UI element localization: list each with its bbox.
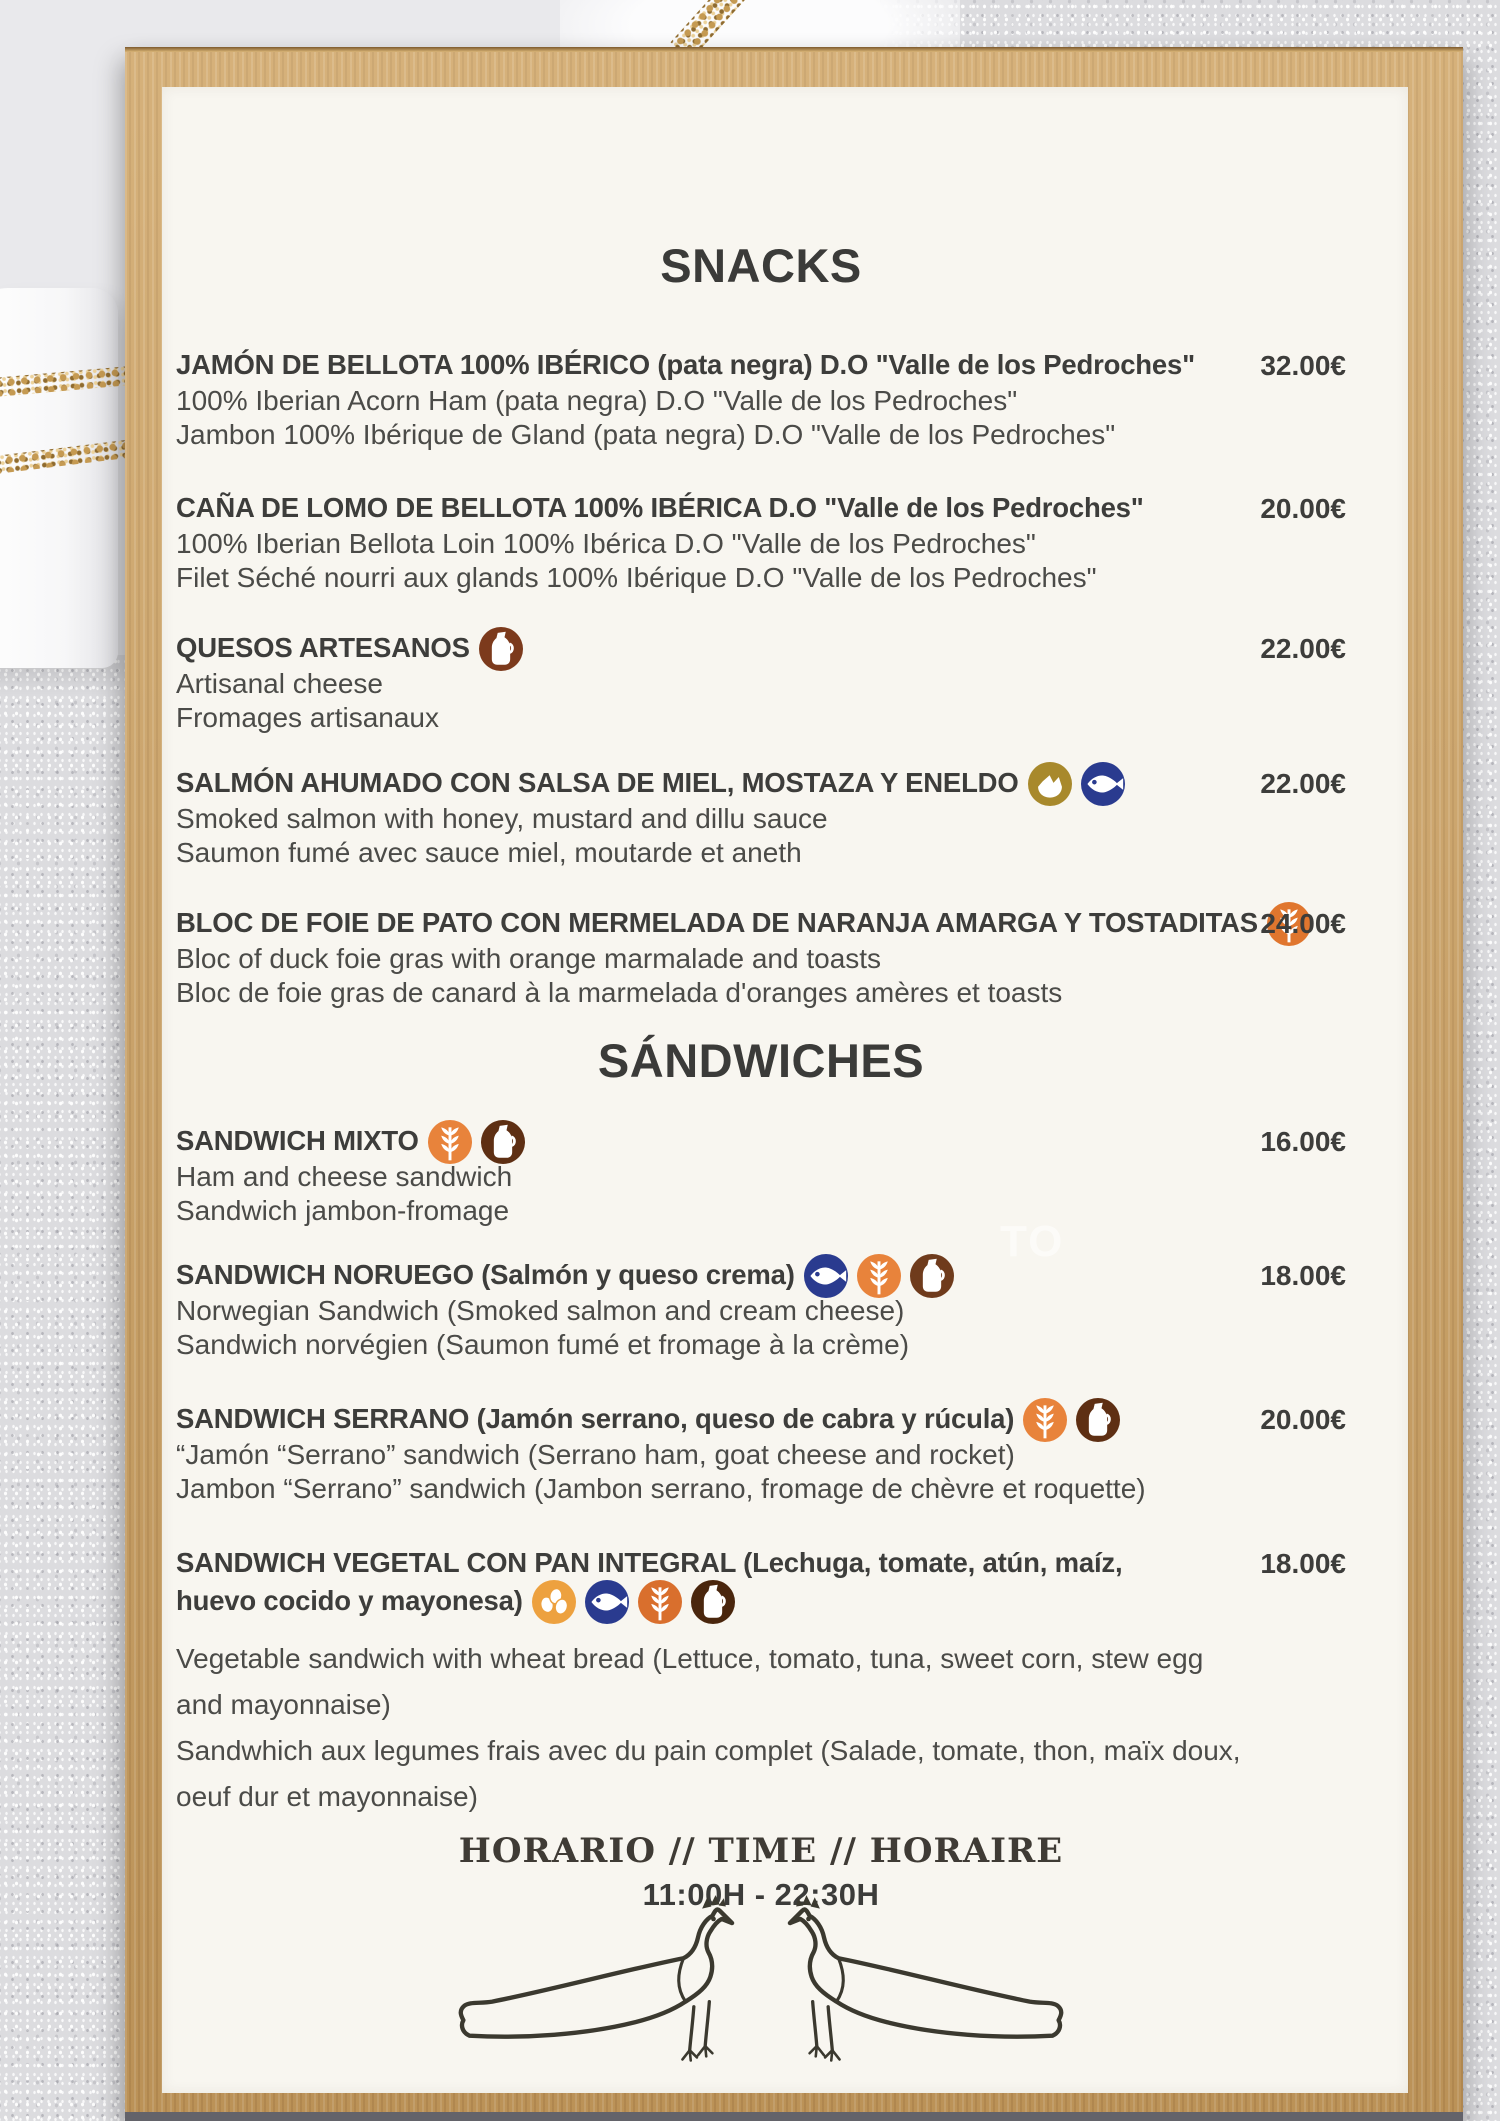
item-translation-line: 100% Iberian Bellota Loin 100% Ibérica D.O "Valle de los Pedroches" [176,528,1036,559]
schedule-heading: HORARIO // TIME // HORAIRE [458,1831,1064,1871]
item-translation-line: and mayonnaise) [176,1689,391,1720]
milk-icon [1076,1398,1120,1442]
item-price: 20.00€ [1260,493,1346,524]
item-translation-line: Sandwich norvégien (Saumon fumé et fromage à la crème) [176,1329,910,1360]
item-price: 18.00€ [1260,1260,1346,1291]
peacock-left-figure [461,1895,732,2060]
menu-item [176,1544,1346,1820]
item-translation-line: Bloc of duck foie gras with orange marmalade and toasts [176,943,882,974]
item-name-text: SANDWICH VEGETAL CON PAN INTEGRAL (Lechuga, tomate, atún, maíz, [176,1547,1123,1578]
item-translations [176,667,1346,735]
menu-item [176,1400,1346,1506]
menu-item [176,1256,1346,1362]
item-name-text: SANDWICH SERRANO (Jamón serrano, queso de cabra y rúcula) [176,1403,1015,1434]
item-translation-line: Vegetable sandwich with wheat bread (Lettuce, tomato, tuna, sweet corn, stew egg [176,1643,1204,1674]
section-title: SNACKS [660,239,862,292]
wheat-icon [638,1580,682,1624]
menu-item [176,1122,1346,1228]
item-name-text: SALMÓN AHUMADO CON SALSA DE MIEL, MOSTAZA Y ENELDO [176,767,1019,798]
item-translations [176,1636,1346,1820]
item-name [176,1256,1346,1294]
milk-icon [479,627,523,671]
peacock-figures [176,1895,1346,2076]
watermark: TO [1000,1217,1065,1266]
item-name [176,1122,1346,1160]
menu-paper [162,87,1408,2093]
item-translation-line: Bloc de foie gras de canard à la marmelada d'oranges amères et toasts [176,977,1063,1008]
milk-icon [910,1254,954,1298]
wheat-icon [428,1120,472,1164]
item-translations [176,942,1346,1010]
section-title: SÁNDWICHES [597,1034,925,1087]
frame-bottom-shadow [125,2112,1463,2121]
item-name [176,1400,1346,1438]
item-price: 20.00€ [1260,1404,1346,1435]
item-price: 24.00€ [1260,908,1346,939]
mustard-icon [1028,762,1072,806]
item-name [176,1582,1346,1620]
menu-item [176,489,1346,595]
item-name [176,1544,1346,1582]
item-translations [176,527,1346,595]
item-price: 16.00€ [1260,1126,1346,1157]
fish-icon [804,1254,848,1298]
item-translation-line: Fromages artisanaux [176,702,440,733]
menu-item [176,764,1346,870]
item-name [176,764,1346,802]
item-name-text: SANDWICH NORUEGO (Salmón y queso crema) [176,1259,795,1290]
item-price: 18.00€ [1260,1548,1346,1579]
item-name-text: BLOC DE FOIE DE PATO CON MERMELADA DE NARANJA AMARGA Y TOSTADITAS [176,907,1258,938]
item-translation-line: Saumon fumé avec sauce miel, moutarde et aneth [176,837,802,868]
item-name [176,489,1346,527]
item-translation-line: 100% Iberian Acorn Ham (pata negra) D.O "Valle de los Pedroches" [176,385,1018,416]
item-name [176,904,1346,942]
item-translations [176,802,1346,870]
menu-content [162,87,1408,2093]
fish-icon [1081,762,1125,806]
wheat-icon [857,1254,901,1298]
menu-item [176,904,1346,1010]
item-name [176,346,1346,384]
item-name [176,629,1346,667]
item-translation-line: Sandwich jambon-fromage [176,1195,510,1226]
item-translation-line: Filet Séché nourri aux glands 100% Ibérique D.O "Valle de los Pedroches" [176,562,1097,593]
item-name-text: QUESOS ARTESANOS [176,632,470,663]
item-translation-line: Artisanal cheese [176,668,384,699]
item-translation-line: Norwegian Sandwich (Smoked salmon and cream cheese) [176,1295,905,1326]
item-translation-line: “Jamón “Serrano” sandwich (Serrano ham, goat cheese and rocket) [176,1439,1015,1470]
wheat-icon [1023,1398,1067,1442]
schedule-hours: 11:00H - 22:30H [642,1877,880,1912]
item-price: 32.00€ [1260,350,1346,381]
item-translations [176,1160,1346,1228]
item-translations [176,1438,1346,1506]
item-translation-line: Sandwhich aux legumes frais avec du pain complet (Salade, tomate, thon, maïx doux, [176,1735,1241,1766]
menu-frame [125,47,1463,2121]
milk-icon [691,1580,735,1624]
wall-texture-left [0,655,140,2121]
item-price: 22.00€ [1260,633,1346,664]
item-translations [176,1294,1346,1362]
item-translations [176,384,1346,452]
item-name-text: SANDWICH MIXTO [176,1125,419,1156]
white-candle-prop [0,288,118,668]
milk-icon [481,1120,525,1164]
item-name-text: JAMÓN DE BELLOTA 100% IBÉRICO (pata negra) D.O "Valle de los Pedroches" [176,349,1195,380]
item-translation-line: Jambon 100% Ibérique de Gland (pata negra) D.O "Valle de los Pedroches" [176,419,1116,450]
item-translation-line: Ham and cheese sandwich [176,1161,513,1192]
fish-icon [585,1580,629,1624]
peacock-right-figure [790,1895,1061,2060]
item-price: 22.00€ [1260,768,1346,799]
item-translation-line: oeuf dur et mayonnaise) [176,1781,478,1812]
item-name-text: CAÑA DE LOMO DE BELLOTA 100% IBÉRICA D.O "Valle de los Pedroches" [176,492,1144,523]
item-translation-line: Jambon “Serrano” sandwich (Jambon serrano, fromage de chèvre et roquette) [176,1473,1146,1504]
item-translation-line: Smoked salmon with honey, mustard and dillu sauce [176,803,828,834]
menu-item [176,629,1346,735]
item-name-text: huevo cocido y mayonesa) [176,1585,523,1616]
egg-icon [532,1580,576,1624]
menu-item [176,346,1346,452]
